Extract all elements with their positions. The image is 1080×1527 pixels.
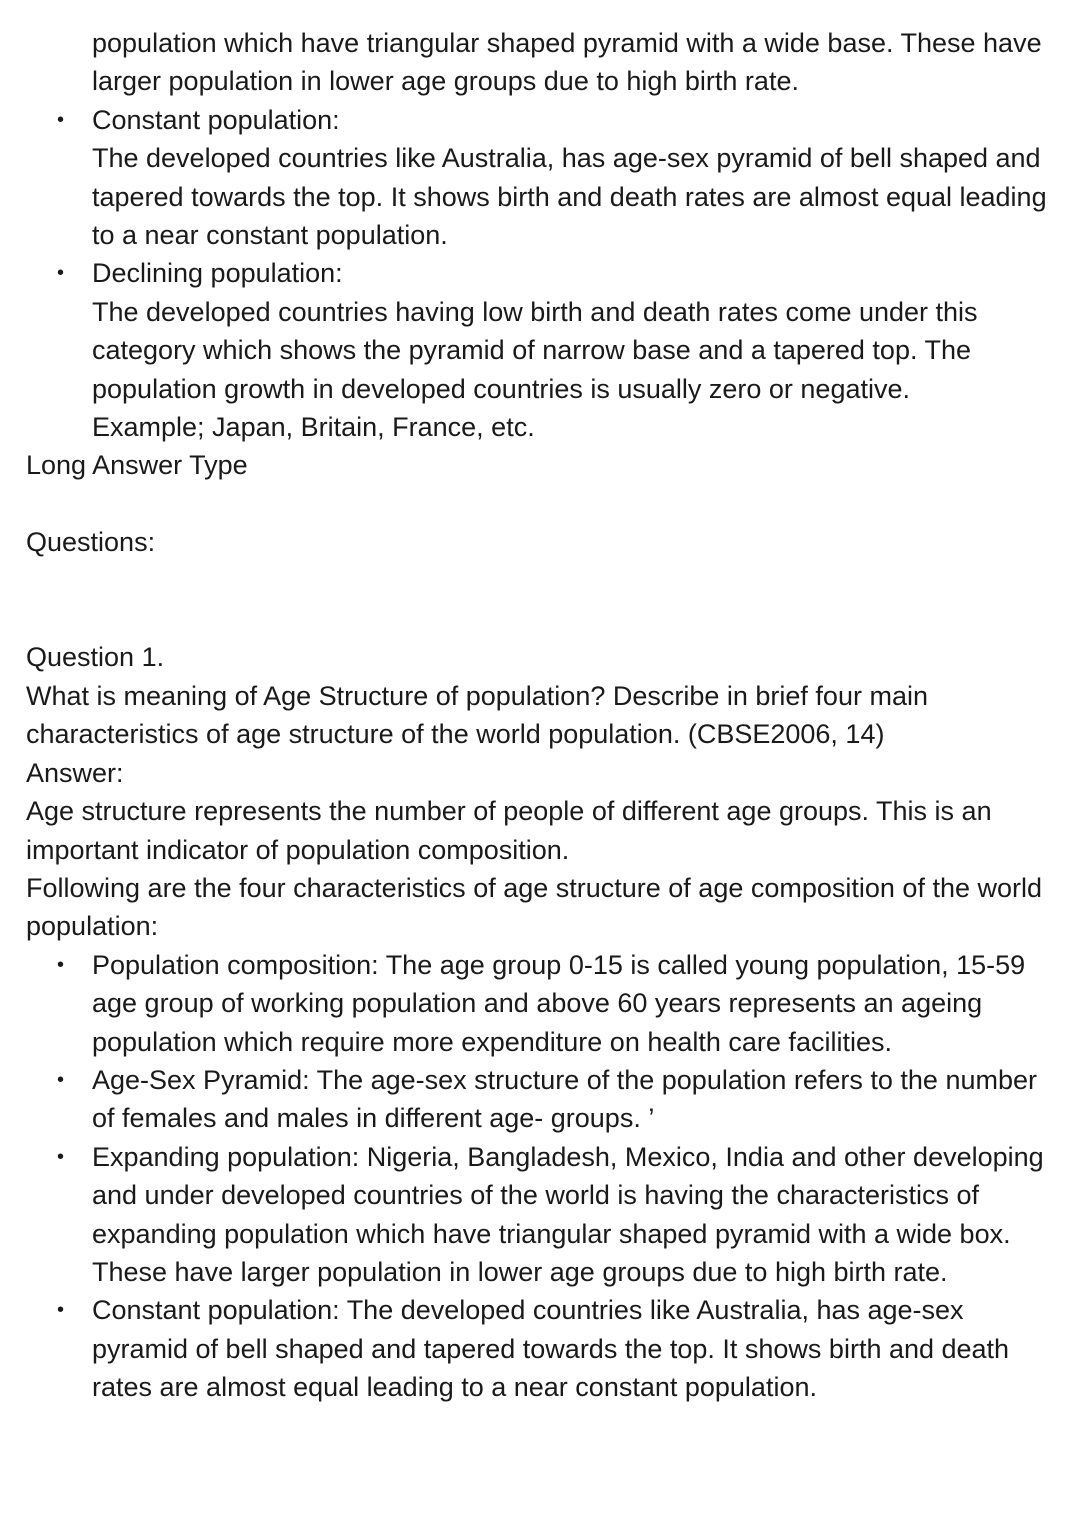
list-item-text: Population composition: The age group 0-15 is called young population, 15-59 age group of working population and above 60 years represents an ageing population which require more expenditure on health care facilities. — [92, 949, 1026, 1057]
list-item-heading: Constant population: — [92, 104, 340, 135]
list-item-declining-population — [0, 254, 1080, 446]
bullet-icon: • — [57, 262, 65, 285]
list-item-text: Age-Sex Pyramid: The age-sex structure of the population refers to the number of females and males in different age- groups. ’ — [92, 1064, 1037, 1134]
answer-label: Answer: — [26, 757, 124, 788]
list-item-heading: Declining population: — [92, 258, 343, 289]
spacer — [0, 562, 1080, 639]
list-item — [0, 1061, 1080, 1138]
list-item-body: The developed countries having low birth and death rates come under this category which shows the pyramid of narrow base and a tapered top. The population growth in developed countries is usually zero or negative. — [92, 296, 978, 404]
section-subtitle: Questions: — [26, 527, 156, 558]
list-item — [0, 946, 1080, 1061]
answer-paragraph: Following are the four characteristics of age structure of age composition of the world population: — [26, 872, 1043, 942]
first-bullet-list — [0, 101, 1080, 447]
question-text: What is meaning of Age Structure of population? Describe in brief four main characteristics of age structure of the world population. (CBSE2006, 14) — [26, 680, 928, 750]
bullet-icon: • — [57, 1299, 65, 1322]
document-page — [0, 24, 1080, 1407]
bullet-icon: • — [57, 1068, 65, 1091]
list-item-example: Example; Japan, Britain, France, etc. — [92, 412, 535, 443]
spacer — [0, 485, 1080, 523]
list-item-body: The developed countries like Australia, has age-sex pyramid of bell shaped and tapered towards the top. It shows birth and death rates are almost equal leading to a near constant population. — [92, 143, 1047, 251]
intro-continuation: population which have triangular shaped pyramid with a wide base. These have larger population in lower age groups due to high birth rate. — [92, 28, 1042, 97]
bullet-icon: • — [57, 1145, 65, 1168]
list-item-text: Constant population: The developed countries like Australia, has age-sex pyramid of bell shaped and tapered towards the top. It shows birth and death rates are almost equal leading to a near constant population. — [92, 1295, 1010, 1403]
list-item — [0, 1291, 1080, 1406]
list-item-constant-population — [0, 101, 1080, 255]
list-item-text: Expanding population: Nigeria, Bangladesh, Mexico, India and other developing and under developed countries of the world is having the characteristics of expanding population which have triangular shaped pyramid with a wide box. These have larger population in lower age groups due to high birth rate. — [92, 1141, 1044, 1287]
section-title: Long Answer Type — [26, 450, 248, 481]
answer-paragraph: Age structure represents the number of people of different age groups. This is an important indicator of population composition. — [26, 796, 992, 865]
bullet-icon: • — [57, 953, 65, 976]
list-item — [0, 1138, 1080, 1292]
answer-bullet-list — [0, 946, 1080, 1407]
question-label: Question 1. — [26, 642, 165, 673]
bullet-icon: • — [57, 108, 65, 131]
